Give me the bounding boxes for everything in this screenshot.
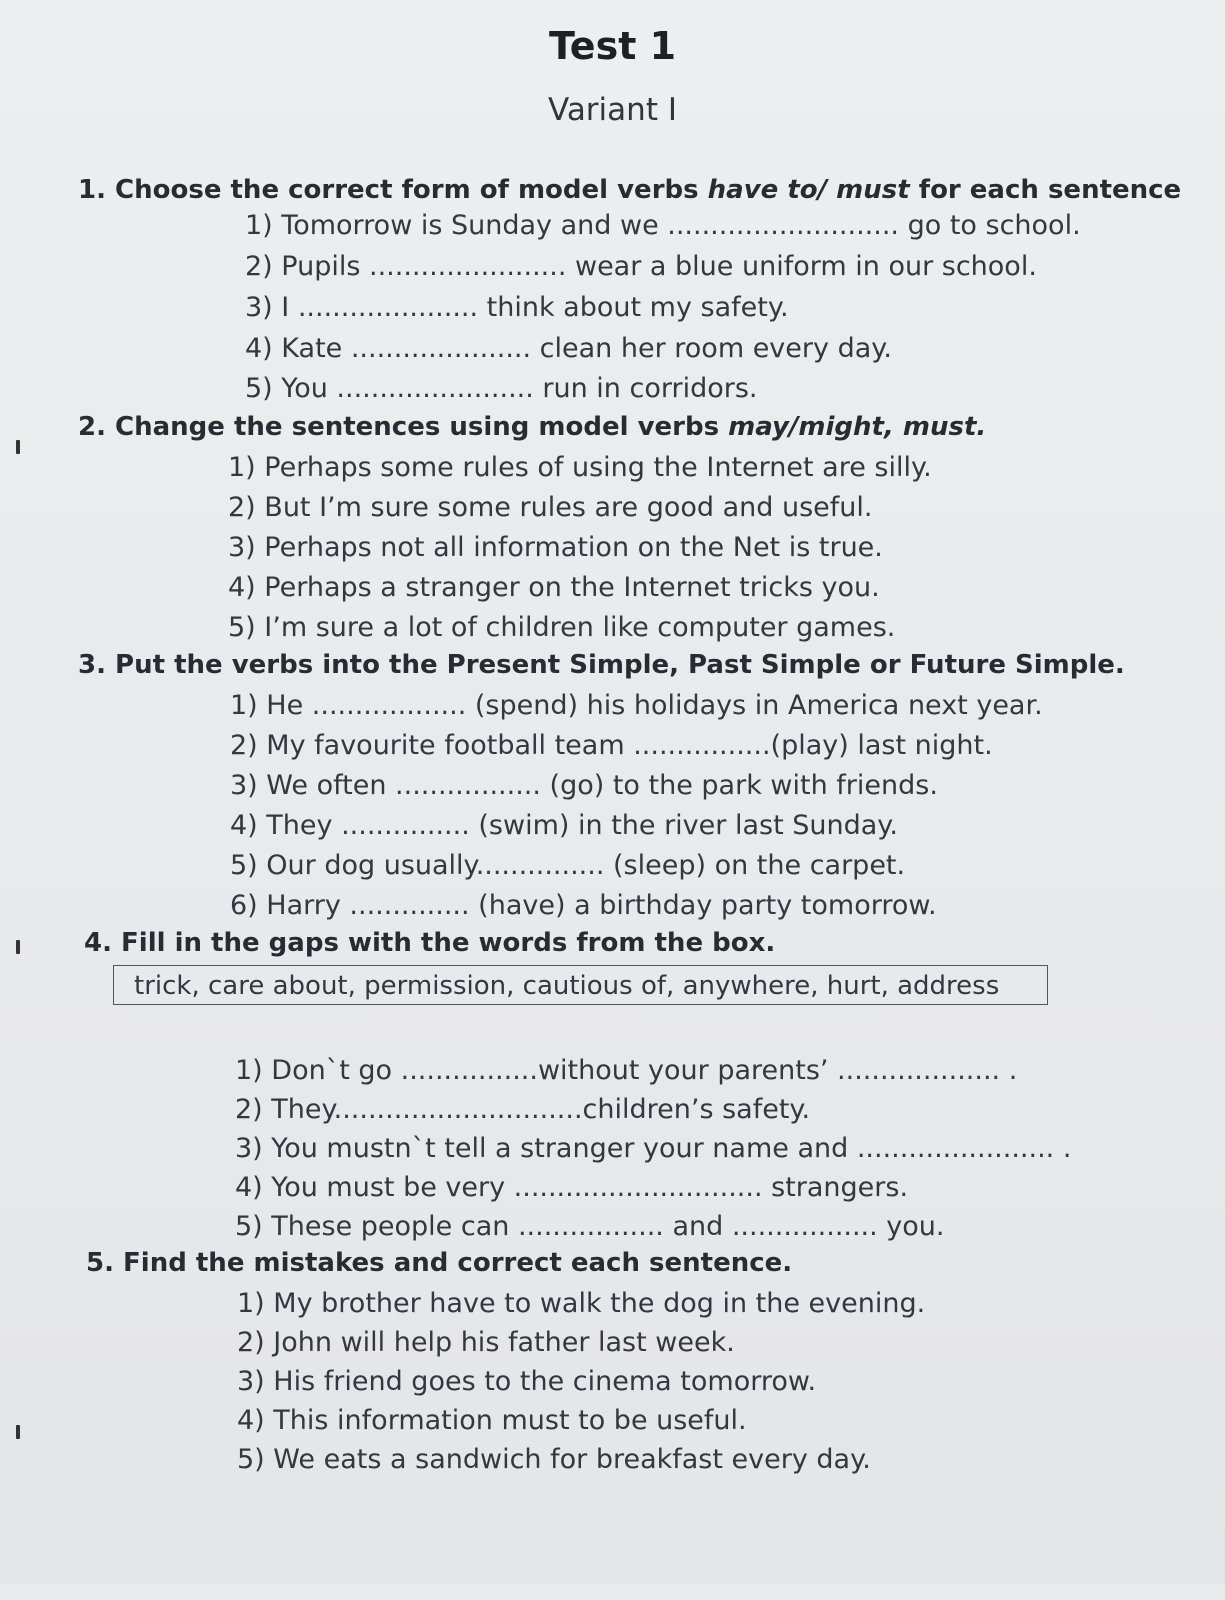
task-4-item: 4) You must be very ............................. strangers. [235,1172,909,1203]
task-1-item: 1) Tomorrow is Sunday and we ........................... go to school. [245,210,1081,241]
task-3-item: 4) They ............... (swim) in the river last Sunday. [230,810,898,841]
task-number: 2. [78,412,106,442]
task-2-item: 2) But I’m sure some rules are good and useful. [228,492,873,523]
margin-mark [16,440,20,454]
task-4-item: 3) You mustn`t tell a stranger your name and ....................... . [235,1133,1072,1164]
task-text: Change the sentences using model verbs [115,412,729,442]
task-number: 3. [78,650,106,680]
task-2-item: 1) Perhaps some rules of using the Internet are silly. [228,452,932,483]
task-3-item: 6) Harry .............. (have) a birthday party tomorrow. [230,890,937,921]
task-5-item: 3) His friend goes to the cinema tomorrow. [237,1366,817,1397]
task-text-emphasis: have to/ must [707,175,910,205]
task-2-item: 3) Perhaps not all information on the Net is true. [228,532,883,563]
task-1-item: 3) I ..................... think about my safety. [245,292,789,323]
task-2-item: 5) I’m sure a lot of children like computer games. [228,612,896,643]
task-number: 4. [84,928,112,958]
task-text: Find the mistakes and correct each sentence. [123,1248,793,1278]
task-text: Put the verbs into the Present Simple, Past Simple or Future Simple. [115,650,1125,680]
task-text-emphasis: may/might, must. [728,412,987,442]
task-3-heading [78,650,1125,680]
task-1-item: 2) Pupils ....................... wear a blue uniform in our school. [245,251,1037,282]
task-text: for each sentence [909,175,1182,205]
task-text: Choose the correct form of model verbs [115,175,708,205]
task-1-item: 5) You ....................... run in corridors. [245,373,758,404]
task-3-item: 5) Our dog usually............... (sleep) on the carpet. [230,850,906,881]
task-5-item: 2) John will help his father last week. [237,1327,735,1358]
task-4-item: 1) Don`t go ................without your parents’ ................... . [235,1055,1018,1086]
task-5-item: 4) This information must to be useful. [237,1405,747,1436]
task-number: 5. [86,1248,114,1278]
task-2-item: 4) Perhaps a stranger on the Internet tricks you. [228,572,880,603]
task-2-heading [78,412,986,442]
task-3-item: 2) My favourite football team ................(play) last night. [230,730,993,761]
task-3-item: 3) We often ................. (go) to the park with friends. [230,770,938,801]
task-number: 1. [78,175,106,205]
task-4-item: 5) These people can ................. and ................. you. [235,1211,945,1242]
variant-label: Variant I [548,92,677,128]
task-1-item: 4) Kate ..................... clean her room every day. [245,333,892,364]
task-5-heading [86,1248,792,1278]
task-5-item: 5) We eats a sandwich for breakfast every day. [237,1444,871,1475]
page-title: Test 1 [548,24,677,68]
margin-mark [16,940,20,954]
task-4-item: 2) They.............................children’s safety. [235,1094,811,1125]
task-4-heading [84,928,775,958]
task-3-item: 1) He .................. (spend) his holidays in America next year. [230,690,1043,721]
margin-mark [16,1425,20,1439]
task-1-heading [78,175,1181,205]
task-text: Fill in the gaps with the words from the box. [121,928,776,958]
word-box: trick, care about, permission, cautious of, anywhere, hurt, address [113,965,1048,1005]
task-5-item: 1) My brother have to walk the dog in the evening. [237,1288,926,1319]
